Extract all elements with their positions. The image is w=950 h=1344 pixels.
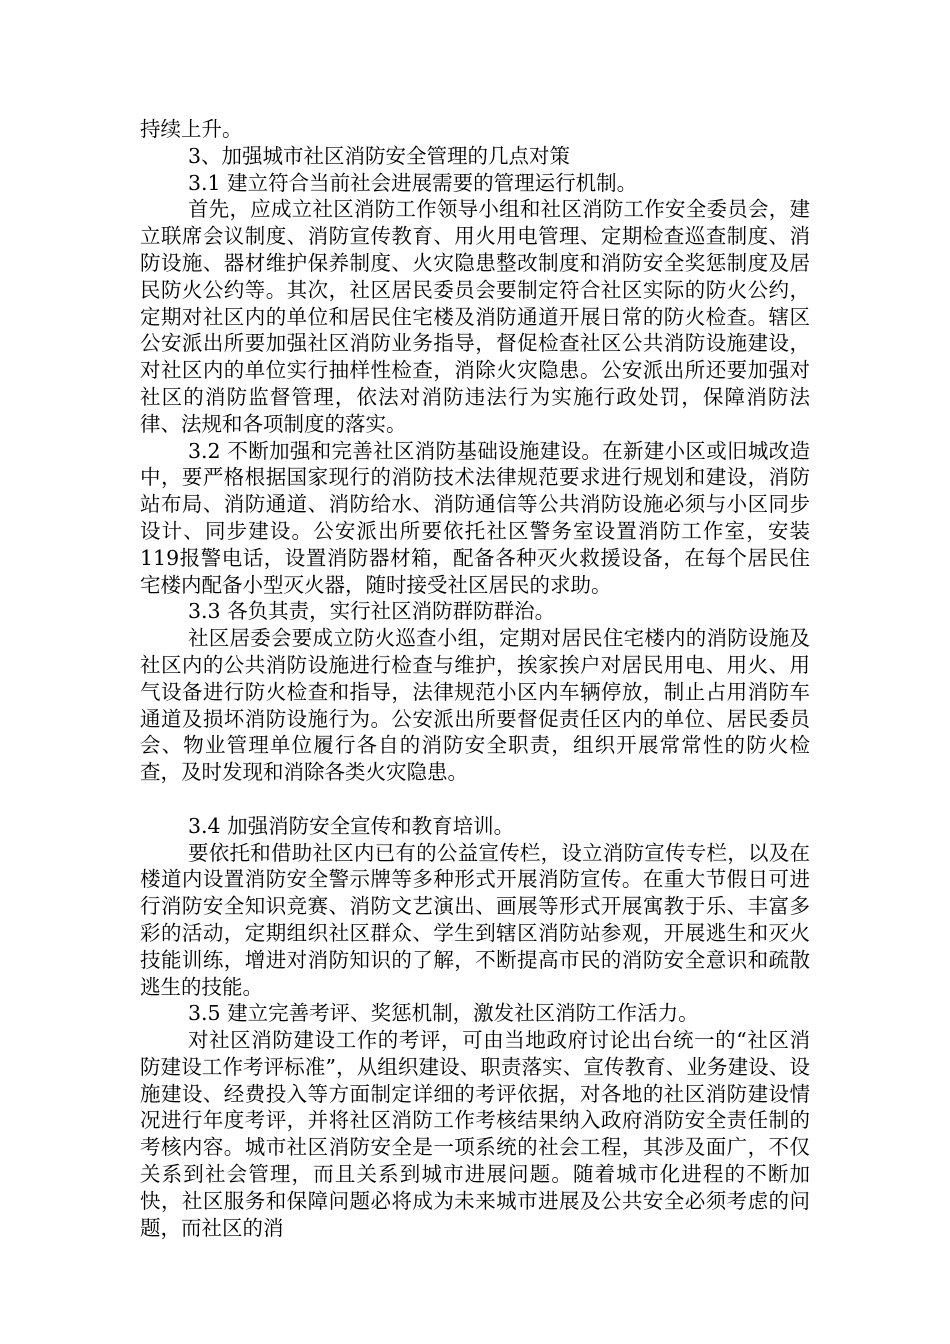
paragraph-continuation: 持续上升。 [140, 117, 243, 141]
document-body [140, 116, 810, 1241]
paragraph-3-3-body: 社区居委会要成立防火巡查小组，定期对居民住宅楼内的消防设施及社区内的公共消防设施进行检查与维护，挨家挨户对居民用电、用火、用气设备进行防火检查和指导，法律规范小区内车辆停放，制止占用消防车通道及损坏消防设施行为。公安派出所要督促责任区内的单位、居民委员会、物业管理单位履行各自的消防安全职责，组织开展常常性的防火检查，及时发现和消除各类火灾隐患。 [140, 626, 810, 785]
subsection-heading-3-1: 3.1 建立符合当前社会进展需要的管理运行机制。 [188, 170, 638, 195]
subsection-heading-3-5: 3.5 建立完善考评、奖惩机制，激发社区消防工作活力。 [188, 1001, 699, 1026]
paragraph-3-4-body: 要依托和借助社区内已有的公益宣传栏，设立消防宣传专栏，以及在楼道内设置消防安全警示牌等多种形式开展消防宣传。在重大节假日可进行消防安全知识竞赛、消防文艺演出、画展等形式开展寓教于乐、丰富多彩的活动，定期组织社区群众、学生到辖区消防站参观，开展逃生和灭火技能训练，增进对消防知识的了解，不断提高市民的消防安全意识和疏散逃生的技能。 [140, 840, 810, 999]
subsection-heading-3-4: 3.4 加强消防安全宣传和教育培训。 [188, 813, 515, 838]
section-heading-3: 3、加强城市社区消防安全管理的几点对策 [188, 143, 571, 168]
paragraph-3-2: 3.2 不断加强和完善社区消防基础设施建设。在新建小区或旧城改造中，要严格根据国家现行的消防技术法律规范要求进行规划和建设，消防站布局、消防通道、消防给水、消防通信等公共消防设施必须与小区同步设计、同步建设。公安派出所要依托社区警务室设置消防工作室，安装119报警电话，设置消防器材箱，配备各种灭火救援设备，在每个居民住宅楼内配备小型灭火器，随时接受社区居民的求助。 [140, 438, 810, 597]
paragraph-3-1-body: 首先，应成立社区消防工作领导小组和社区消防工作安全委员会，建立联席会议制度、消防宣传教育、用火用电管理、定期检查巡查制度、消防设施、器材维护保养制度、火灾隐患整改制度和消防安全奖惩制度及居民防火公约等。其次，社区居民委员会要制定符合社区实际的防火公约，定期对社区内的单位和居民住宅楼及消防通道开展日常的防火检查。辖区公安派出所要加强社区消防业务指导，督促检查社区公共消防设施建设，对社区内的单位实行抽样性检查，消除火灾隐患。公安派出所还要加强对社区的消防监督管理，依法对消防违法行为实施行政处罚，保障消防法律、法规和各项制度的落实。 [140, 197, 810, 436]
subsection-heading-3-3: 3.3 各负其责，实行社区消防群防群治。 [188, 599, 556, 624]
paragraph-3-5-body: 对社区消防建设工作的考评，可由当地政府讨论出台统一的“社区消防建设工作考评标准”，从组织建设、职责落实、宣传教育、业务建设、设施建设、经费投入等方面制定详细的考评依据，对各地的社区消防建设情况进行年度考评，并将社区消防工作考核结果纳入政府消防安全责任制的考核内容。城市社区消防安全是一项系统的社会工程，其涉及面广，不仅关系到社会管理，而且关系到城市进展问题。随着城市化进程的不断加快，社区服务和保障问题必将成为未来城市进展及公共安全必须考虑的问题，而社区的消 [140, 1028, 810, 1240]
blank-line [140, 786, 810, 813]
